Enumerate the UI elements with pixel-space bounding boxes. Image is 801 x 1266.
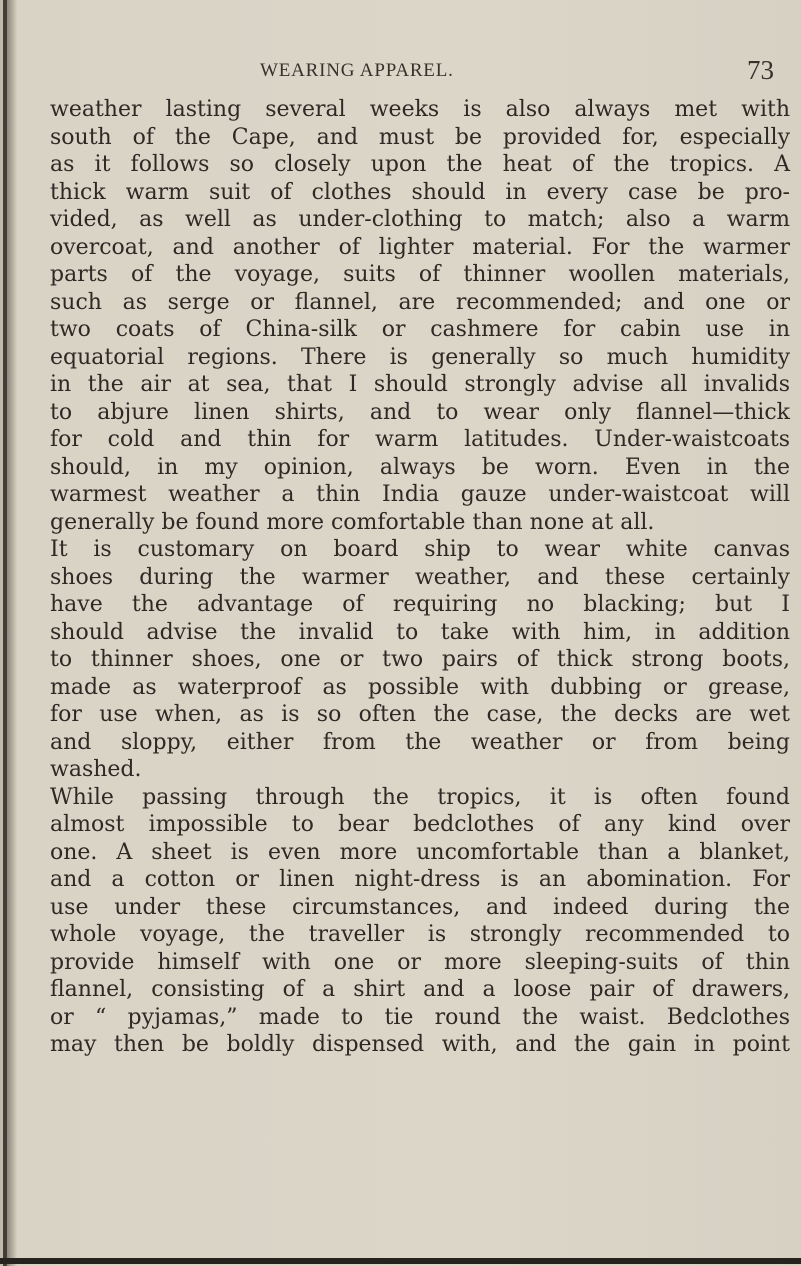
text-line: in the air at sea, that I should strongly advise all invalids [50,372,790,397]
text-line: generally be found more comfortable than none at all. [50,509,655,535]
page-bottom-edge [0,1258,801,1264]
running-head: WEARING APPAREL. [260,60,454,81]
text-line: to abjure linen shirts, and to wear only flannel—thick [50,399,790,425]
text-line: provide himself with one or more sleeping-suits of thin [50,949,790,975]
page-number: 73 [747,55,774,85]
text-line: or “ pyjamas,” made to tie round the waist. Bedclothes [50,1004,790,1030]
text-line: parts of the voyage, suits of thinner woollen materials, [50,262,790,287]
binding-shadow [7,0,17,1266]
text-line: thick warm suit of clothes should in every case be pro- [50,179,790,205]
text-line: should, in my opinion, always be worn. Even in the [50,454,790,480]
text-line: made as waterproof as possible with dubbing or grease, [50,674,790,700]
text-line: have the advantage of requiring no blacking; but I [50,592,790,617]
text-line: should advise the invalid to take with him, in addition [50,619,790,645]
text-line: vided, as well as under-clothing to match; also a warm [50,207,790,232]
text-line: south of the Cape, and must be provided for, especially [50,124,790,150]
text-line: such as serge or flannel, are recommended; and one or [50,289,790,315]
body-text [50,96,790,1059]
text-line: and a cotton or linen night-dress is an abomination. For [50,867,790,892]
text-line: one. A sheet is even more uncomfortable than a blanket, [50,839,790,865]
text-line: shoes during the warmer weather, and these certainly [50,564,790,590]
text-line: to thinner shoes, one or two pairs of thick strong boots, [50,647,790,672]
text-line: overcoat, and another of lighter material. For the warmer [50,234,790,260]
text-line: weather lasting several weeks is also always met with [50,97,790,122]
text-line: flannel, consisting of a shirt and a loose pair of drawers, [50,977,790,1002]
text-line: may then be boldly dispensed with, and the gain in point [50,1032,790,1057]
text-line: warmest weather a thin India gauze under-waistcoat will [50,482,790,507]
text-line: washed. [50,757,142,782]
text-line: almost impossible to bear bedclothes of any kind over [50,812,790,837]
text-line: as it follows so closely upon the heat of the tropics. A [50,152,790,177]
text-line: for use when, as is so often the case, the decks are wet [50,702,790,727]
text-line: two coats of China-silk or cashmere for cabin use in [50,317,790,342]
text-line: use under these circumstances, and indeed during the [50,894,790,920]
text-line: It is customary on board ship to wear white canvas [50,537,790,562]
text-line: for cold and thin for warm latitudes. Under-waistcoats [50,427,790,452]
page-header [50,56,790,86]
text-line: While passing through the tropics, it is often found [50,784,790,810]
text-line: equatorial regions. There is generally so much humidity [50,344,790,370]
text-line: whole voyage, the traveller is strongly recommended to [50,922,790,947]
text-line: and sloppy, either from the weather or from being [50,729,790,755]
